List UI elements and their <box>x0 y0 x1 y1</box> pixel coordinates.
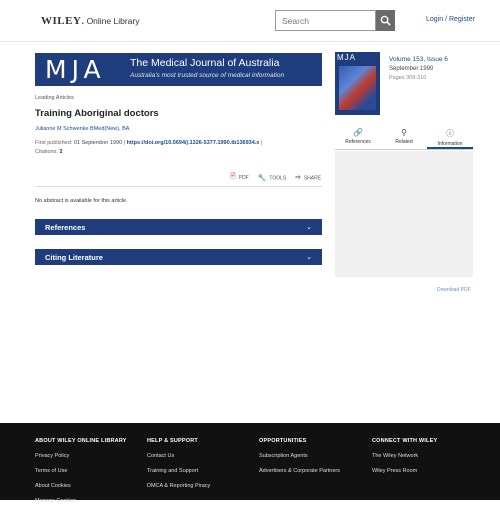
issue-date: September 1990 <box>389 66 434 72</box>
search-input[interactable] <box>276 12 375 31</box>
wrench-icon: 🔧 <box>257 174 267 182</box>
cover-label: MJA <box>337 53 356 62</box>
tab-references-label: References <box>345 139 371 145</box>
login-register-link[interactable]: Login / Register <box>426 16 476 23</box>
footer-heading: CONNECT WITH WILEY <box>372 438 438 444</box>
logo-suffix: Online Library <box>86 16 140 26</box>
network-icon: ⚲ <box>401 128 407 137</box>
info-icon: ⓘ <box>446 129 454 138</box>
divider <box>35 186 322 187</box>
wiley-logo[interactable] <box>41 15 139 27</box>
citations-count[interactable]: 2 <box>59 149 63 155</box>
doi-link[interactable]: https://doi.org/10.5694/j.1326-5377.1990.tb136934.x <box>126 140 260 146</box>
footer-link[interactable]: Subscription Agents <box>259 453 308 459</box>
tab-information[interactable] <box>427 125 473 149</box>
tools-label: TOOLS <box>269 174 287 181</box>
site-header <box>0 0 500 42</box>
footer-col-help <box>147 438 210 498</box>
footer-link[interactable]: Manage Cookies <box>35 498 77 504</box>
tab-references[interactable] <box>335 125 381 149</box>
journal-abbr: MJA <box>45 55 106 84</box>
footer-col-connect <box>372 438 437 483</box>
citing-literature-accordion[interactable] <box>35 249 322 265</box>
volume-issue-link[interactable]: Volume 153, Issue 6 <box>389 56 448 63</box>
pdf-icon: 🗎 <box>230 173 236 180</box>
footer-link[interactable]: DMCA & Reporting Piracy <box>147 483 211 489</box>
footer-heading: HELP & SUPPORT <box>147 438 198 444</box>
chevron-down-icon: ⌄ <box>306 224 312 231</box>
first-published-label: First published: <box>35 140 73 146</box>
search-button[interactable] <box>376 10 395 31</box>
tab-panel <box>335 151 473 277</box>
tab-related[interactable] <box>381 125 427 149</box>
footer-link[interactable]: Advertisers & Corporate Partners <box>259 468 341 474</box>
references-accordion[interactable] <box>35 219 322 235</box>
issue-cover[interactable] <box>335 52 380 115</box>
tab-related-label: Related <box>395 139 413 145</box>
cover-artwork <box>339 66 376 110</box>
issue-pages: Pages 309-310 <box>389 75 427 81</box>
meta-separator: | <box>123 140 126 146</box>
search-field[interactable] <box>275 10 376 31</box>
citations-meta <box>35 149 63 155</box>
footer-col-opportunities <box>259 438 340 483</box>
footer-link[interactable]: Wiley Press Room <box>372 468 418 474</box>
logo-dot-icon: . <box>81 16 85 27</box>
footer-col-about <box>35 438 127 513</box>
pdf-label: PDF <box>238 174 249 181</box>
citing-accordion-label: Citing Literature <box>45 252 103 262</box>
logo-brand: WILEY <box>41 15 82 27</box>
chevron-down-icon: ⌄ <box>306 254 312 261</box>
meta-separator: | <box>260 140 263 146</box>
pdf-button[interactable] <box>230 172 249 183</box>
journal-tagline: Australia's most trusted source of medical information <box>130 72 285 79</box>
first-published-date: 01 September 1990 <box>73 140 123 146</box>
share-label: SHARE <box>303 174 322 181</box>
footer-link[interactable]: The Wiley Network <box>372 453 419 459</box>
author-link[interactable]: Julianne M Schwenke BMed(New), BA <box>35 126 130 132</box>
publication-meta <box>35 140 262 146</box>
footer-link[interactable]: About Cookies <box>35 483 71 489</box>
article-section: Leading Articles <box>35 95 74 101</box>
tools-button[interactable] <box>258 174 287 182</box>
journal-banner[interactable] <box>35 53 322 86</box>
footer-link[interactable]: Terms of Use <box>35 468 68 474</box>
share-button[interactable] <box>295 174 321 182</box>
share-icon: ⥤ <box>295 173 301 181</box>
link-icon: 🔗 <box>353 128 363 137</box>
article-tools <box>230 172 321 183</box>
references-accordion-label: References <box>45 222 86 232</box>
citations-label: Citations: <box>35 149 58 155</box>
footer-link[interactable]: Training and Support <box>147 468 199 474</box>
info-tabs <box>335 125 473 150</box>
journal-title: The Medical Journal of Australia <box>130 57 280 69</box>
footer-link[interactable]: Privacy Policy <box>35 453 70 459</box>
footer-link[interactable]: Contact Us <box>147 453 175 459</box>
article-title: Training Aboriginal doctors <box>35 108 159 119</box>
footer-heading: ABOUT WILEY ONLINE LIBRARY <box>35 438 127 444</box>
tab-information-label: Information <box>437 141 463 147</box>
search-icon <box>380 15 391 26</box>
download-pdf-link[interactable]: Download PDF <box>437 287 471 293</box>
footer-heading: OPPORTUNITIES <box>259 438 307 444</box>
no-abstract-text: No abstract is available for this article. <box>35 198 128 204</box>
